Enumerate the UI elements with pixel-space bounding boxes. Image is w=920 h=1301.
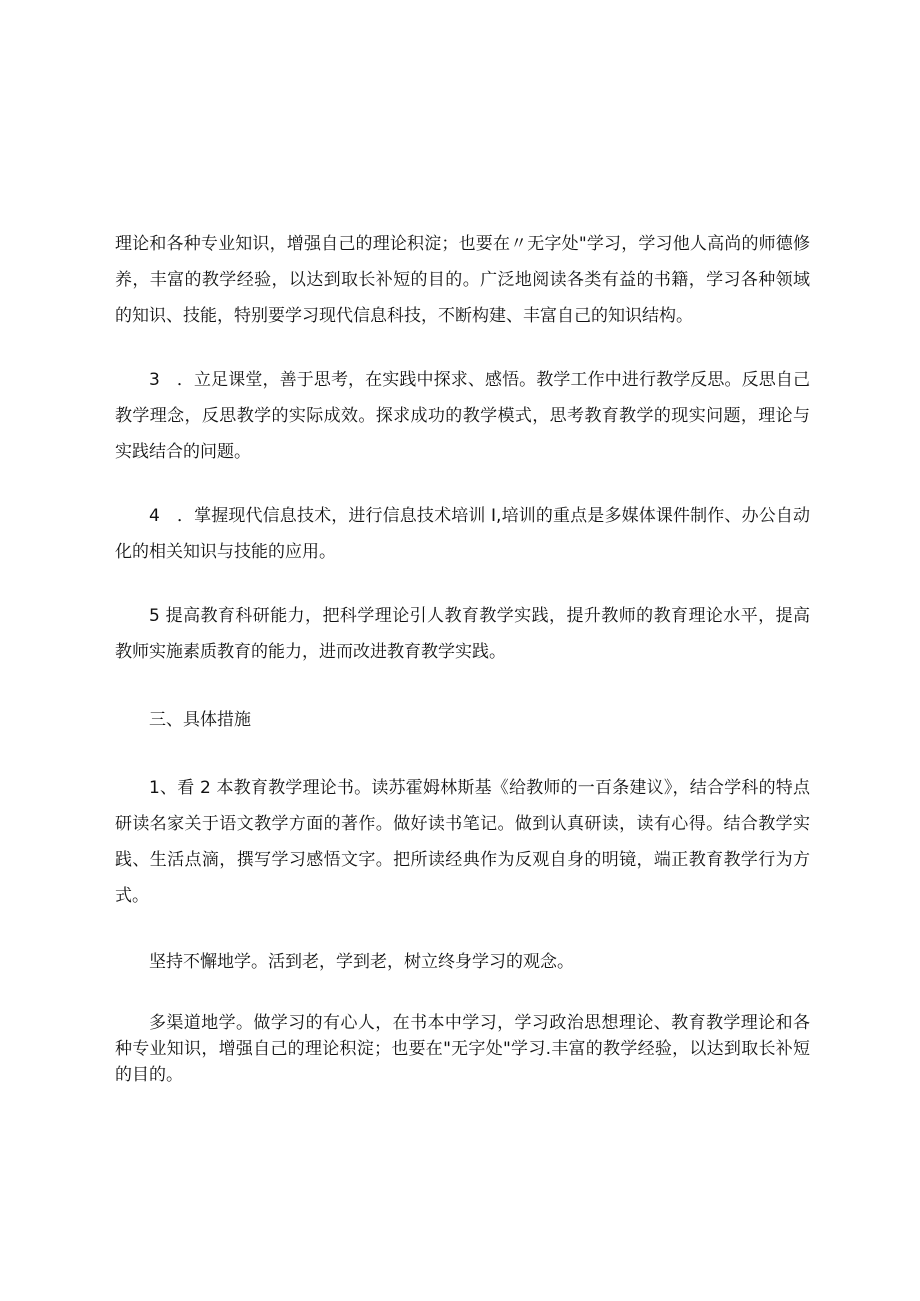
paragraph-item-5: 5 提高教育科研能力，把科学理论引人教育教学实践，提升教师的教育理论水平，提高教师实施素质教育的能力，进而改进教育教学实践。: [115, 606, 810, 662]
paragraph-multichannel: 多渠道地学。做学习的有心人，在书本中学习，学习政治思想理论、教育教学理论和各种专业知识，增强自己的理论积淀；也要在"无字处"学习.丰富的教学经验，以达到取长补短的目的。: [115, 1013, 810, 1085]
paragraph-persist: 坚持不懈地学。活到老，学到老，树立终身学习的观念。: [149, 952, 574, 972]
document-body: [115, 226, 810, 1088]
paragraph-measure-1: 1、看 2 本教育教学理论书。读苏霍姆林斯基《给教师的一百条建议》，结合学科的特点研读名家关于语文教学方面的著作。做好读书笔记。做到认真研读，读有心得。结合教学实践、生活点滴，撰写学习感悟文字。把所读经典作为反观自身的明镜，端正教育教学行为方式。: [115, 778, 810, 906]
paragraph-item-3: 3 ．立足课堂，善于思考，在实践中探求、感悟。教学工作中进行教学反思。反思自己教学理念，反思教学的实际成效。探求成功的教学模式，思考教育教学的现实问题，理论与实践结合的问题。: [115, 370, 810, 462]
paragraph-continuation: 理论和各种专业知识，增强自己的理论积淀；也要在〃无字处"学习，学习他人高尚的师德修养，丰富的教学经验，以达到取长补短的目的。广泛地阅读各类有益的书籍，学习各种领域的知识、技能，特别要学习现代信息科技，不断构建、丰富自己的知识结构。: [115, 234, 810, 326]
section-heading: 三、具体措施: [149, 710, 251, 730]
paragraph-item-4: 4 ．掌握现代信息技术，进行信息技术培训 I,培训的重点是多媒体课件制作、办公自动化的相关知识与技能的应用。: [115, 506, 810, 562]
